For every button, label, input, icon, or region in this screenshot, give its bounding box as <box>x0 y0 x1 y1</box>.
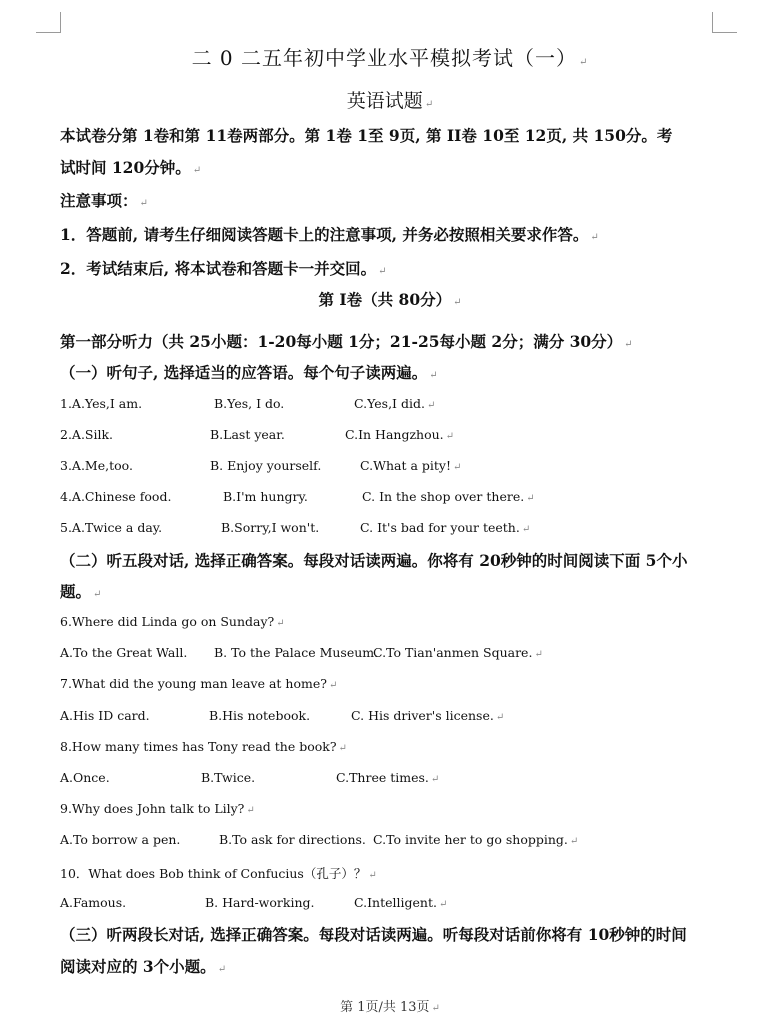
crop-mark-top-left <box>36 12 61 33</box>
option-a: 5.A.Twice a day. <box>60 520 163 535</box>
crop-mark-top-right <box>712 12 737 33</box>
section3-heading-line-1: （三）听两段长对话, 选择正确答案。每段对话读两遍。听每段对话前你将有 10秒钟的时间 <box>60 925 687 944</box>
option-b: B.Twice. <box>201 770 256 785</box>
exam-title: 二 0 二五年初中学业水平模拟考试（一） ↵ <box>191 46 589 70</box>
question-10: 10．What does Bob think of Confucius（孔子）？ ↵ <box>60 866 377 881</box>
option-c: C.To invite her to go shopping. ↵ <box>373 832 579 847</box>
option-c: C.To Tian'anmen Square. ↵ <box>373 645 543 660</box>
section2-heading-line-1: （二）听五段对话, 选择正确答案。每段对话读两遍。你将有 20秒钟的时间阅读下面 5个小 <box>60 551 688 570</box>
option-b: B. Hard-working. <box>205 895 315 910</box>
option-c: C. In the shop over there. ↵ <box>362 489 535 504</box>
question-9: 9.Why does John talk to Lily? ↵ <box>60 801 255 816</box>
option-c: C.What a pity! ↵ <box>360 458 462 473</box>
option-a: 3.A.Me,too. <box>60 458 133 473</box>
option-c: C. His driver's license. ↵ <box>351 708 505 723</box>
question-8: 8.How many times has Tony read the book? ↵ <box>60 739 347 754</box>
option-b: B.Sorry,I won't. <box>221 520 320 535</box>
section3-heading-line-2: 阅读对应的 3个小题。 ↵ <box>60 957 227 976</box>
exam-subtitle: 英语试题 ↵ <box>346 90 434 112</box>
option-a: 2.A.Silk. <box>60 427 114 442</box>
option-a: 4.A.Chinese food. <box>60 489 172 504</box>
notice-item-1: 1．答题前, 请考生仔细阅读答题卡上的注意事项, 并务必按照相关要求作答。 ↵ <box>60 225 599 244</box>
option-a: A.Famous. <box>60 895 127 910</box>
option-c: C.Yes,I did. ↵ <box>354 396 436 411</box>
option-a: A.To the Great Wall. <box>60 645 188 660</box>
option-b: B.His notebook. <box>209 708 311 723</box>
page-footer: 第 1页/共 13页 ↵ <box>340 1000 440 1015</box>
option-b: B.To ask for directions. <box>219 832 366 847</box>
option-a: A.His ID card. <box>60 708 150 723</box>
question-7: 7.What did the young man leave at home? ↵ <box>60 676 338 691</box>
option-c: C. It's bad for your teeth. ↵ <box>360 520 531 535</box>
option-b: B.I'm hungry. <box>223 489 308 504</box>
volume-title: 第 I卷（共 80分） ↵ <box>318 290 462 309</box>
option-b: B. To the Palace Museum. <box>214 645 379 660</box>
option-a: A.To borrow a pen. <box>60 832 181 847</box>
option-a: A.Once. <box>60 770 110 785</box>
option-c: C.Three times. ↵ <box>336 770 440 785</box>
intro-line-1: 本试卷分第 1卷和第 11卷两部分。第 1卷 1至 9页, 第 II卷 10至 12页, 共 150分。考 <box>60 126 673 145</box>
section1-heading: （一）听句子, 选择适当的应答语。每个句子读两遍。 ↵ <box>60 363 438 382</box>
option-b: B.Yes, I do. <box>214 396 285 411</box>
section2-heading-line-2: 题。 ↵ <box>60 582 102 601</box>
option-b: B.Last year. <box>210 427 285 442</box>
question-6: 6.Where did Linda go on Sunday? ↵ <box>60 614 285 629</box>
intro-line-2: 试时间 120分钟。 ↵ <box>60 158 202 177</box>
option-c: C.Intelligent. ↵ <box>354 895 448 910</box>
option-c: C.In Hangzhou. ↵ <box>345 427 455 442</box>
part1-heading: 第一部分听力（共 25小题：1-20每小题 1分；21-25每小题 2分；满分 30分） ↵ <box>60 332 633 351</box>
notice-item-2: 2．考试结束后, 将本试卷和答题卡一并交回。 ↵ <box>60 259 387 278</box>
option-b: B. Enjoy yourself. <box>210 458 322 473</box>
option-a: 1.A.Yes,I am. <box>60 396 143 411</box>
notice-label: 注意事项： ↵ <box>60 191 148 210</box>
